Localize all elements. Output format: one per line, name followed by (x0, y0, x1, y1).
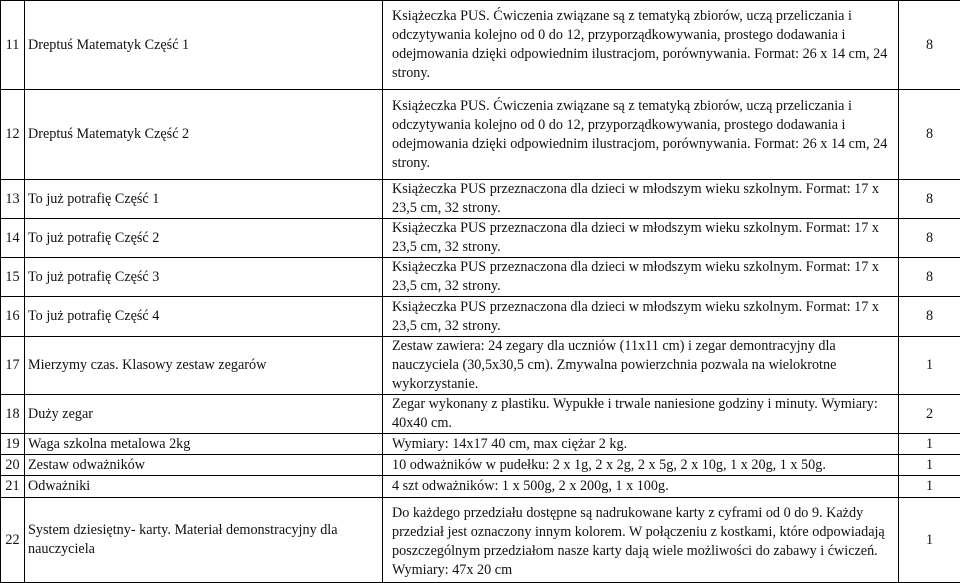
table-row (1, 434, 960, 455)
product-description: Książeczka PUS. Ćwiczenia związane są z tematyką zbiorów, uczą przeliczania i odczytywania kolejno od 0 do 12, przyporządkowywania, prostego dodawania i odejmowania dzięki odpowiednim ilustracjom, porównywania. Format: 26 x 14 cm, 24 strony. (383, 90, 899, 180)
row-number: 14 (1, 219, 25, 258)
product-description: Książeczka PUS przeznaczona dla dzieci w młodszym wieku szkolnym. Format: 17 x 23,5 cm, 32 strony. (383, 258, 899, 297)
product-description: Wymiary: 14x17 40 cm, max ciężar 2 kg. (383, 434, 899, 455)
table-row (1, 476, 960, 498)
product-quantity: 1 (899, 337, 960, 395)
row-number: 15 (1, 258, 25, 297)
product-quantity: 8 (899, 90, 960, 180)
table-row (1, 219, 960, 258)
product-description: Książeczka PUS przeznaczona dla dzieci w młodszym wieku szkolnym. Format: 17 x 23,5 cm, 32 strony. (383, 219, 899, 258)
table-row (1, 180, 960, 219)
product-name: To już potrafię Część 2 (25, 219, 383, 258)
product-description: Do każdego przedziału dostępne są nadrukowane karty z cyframi od 0 do 9. Każdy przedział jest oznaczony innym kolorem. W połączeniu z kostkami, które odpowiadają poszczególnym przedziałom nasze karty dają wiele możliwości do zabawy i ćwiczeń. Wymiary: 47x 20 cm (383, 498, 899, 583)
table-row (1, 455, 960, 476)
row-number: 17 (1, 337, 25, 395)
product-quantity: 1 (899, 498, 960, 583)
product-name: Mierzymy czas. Klasowy zestaw zegarów (25, 337, 383, 395)
table-row (1, 297, 960, 337)
product-description: Zestaw zawiera: 24 zegary dla uczniów (11x11 cm) i zegar demontracyjny dla nauczyciela (30,5x30,5 cm). Zmywalna powierzchnia pozwala na wielokrotne wykorzystanie. (383, 337, 899, 395)
product-quantity: 1 (899, 455, 960, 476)
table-row (1, 90, 960, 180)
row-number: 21 (1, 476, 25, 498)
row-number: 20 (1, 455, 25, 476)
product-description: Zegar wykonany z plastiku. Wypukłe i trwale naniesione godziny i minuty. Wymiary: 40x40 cm. (383, 395, 899, 434)
product-quantity: 2 (899, 395, 960, 434)
row-number: 18 (1, 395, 25, 434)
product-quantity: 8 (899, 219, 960, 258)
product-description: Książeczka PUS przeznaczona dla dzieci w młodszym wieku szkolnym. Format: 17 x 23,5 cm, 32 strony. (383, 180, 899, 219)
row-number: 13 (1, 180, 25, 219)
product-quantity: 1 (899, 434, 960, 455)
product-description: 4 szt odważników: 1 x 500g, 2 x 200g, 1 x 100g. (383, 476, 899, 498)
product-description: 10 odważników w pudełku: 2 x 1g, 2 x 2g, 2 x 5g, 2 x 10g, 1 x 20g, 1 x 50g. (383, 455, 899, 476)
product-name: System dziesiętny- karty. Materiał demonstracyjny dla nauczyciela (25, 498, 383, 583)
table-row (1, 395, 960, 434)
product-quantity: 8 (899, 180, 960, 219)
table-row (1, 1, 960, 90)
product-quantity: 8 (899, 297, 960, 337)
product-name: Waga szkolna metalowa 2kg (25, 434, 383, 455)
row-number: 19 (1, 434, 25, 455)
table-row (1, 498, 960, 583)
product-name: To już potrafię Część 1 (25, 180, 383, 219)
product-quantity: 8 (899, 1, 960, 90)
product-name: Zestaw odważników (25, 455, 383, 476)
row-number: 11 (1, 1, 25, 90)
row-number: 12 (1, 90, 25, 180)
table-row (1, 258, 960, 297)
product-description: Książeczka PUS. Ćwiczenia związane są z tematyką zbiorów, uczą przeliczania i odczytywania kolejno od 0 do 12, przyporządkowywania, prostego dodawania i odejmowania dzięki odpowiednim ilustracjom, porównywania. Format: 26 x 14 cm, 24 strony. (383, 1, 899, 90)
product-name: To już potrafię Część 4 (25, 297, 383, 337)
product-name: Duży zegar (25, 395, 383, 434)
product-name: Dreptuś Matematyk Część 2 (25, 90, 383, 180)
product-name: Odważniki (25, 476, 383, 498)
product-name: Dreptuś Matematyk Część 1 (25, 1, 383, 90)
product-description: Książeczka PUS przeznaczona dla dzieci w młodszym wieku szkolnym. Format: 17 x 23,5 cm, 32 strony. (383, 297, 899, 337)
row-number: 22 (1, 498, 25, 583)
product-quantity: 8 (899, 258, 960, 297)
row-number: 16 (1, 297, 25, 337)
table-row (1, 337, 960, 395)
product-name: To już potrafię Część 3 (25, 258, 383, 297)
product-quantity: 1 (899, 476, 960, 498)
